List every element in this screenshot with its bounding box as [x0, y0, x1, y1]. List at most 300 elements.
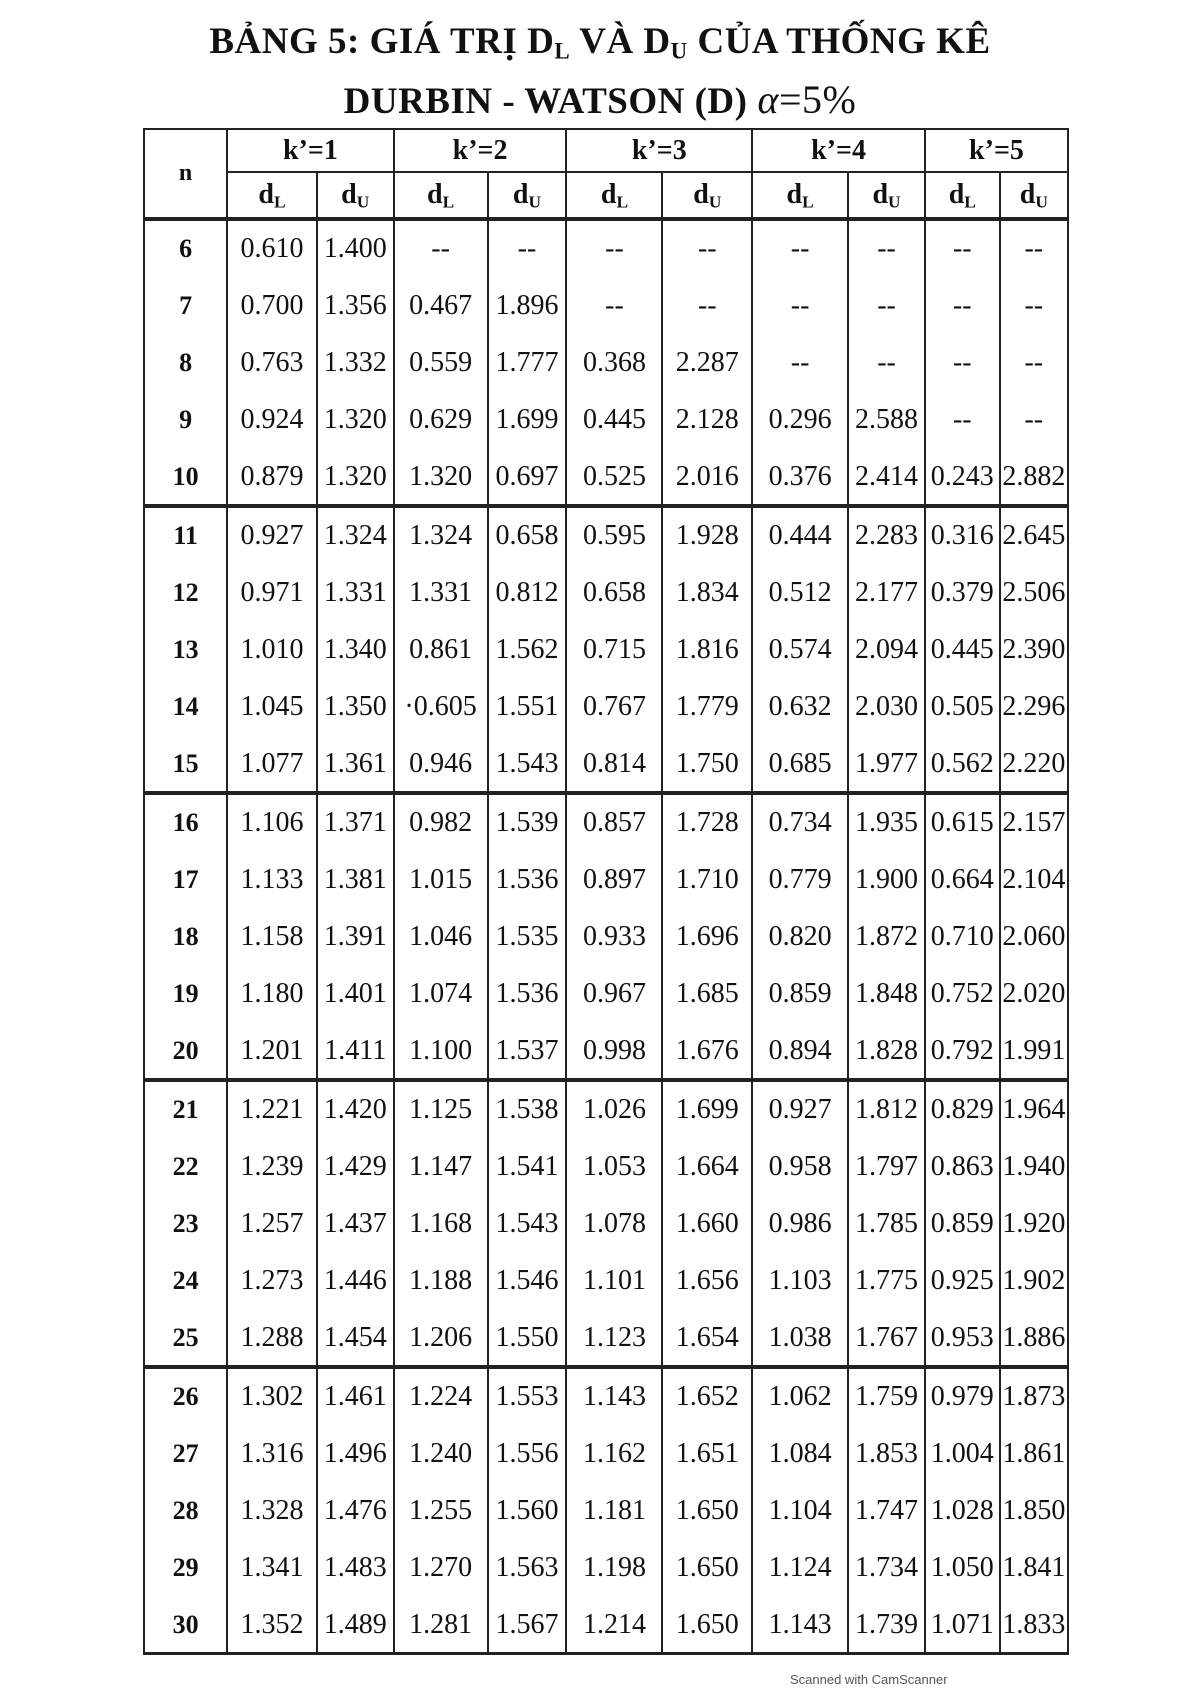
du-cell: 2.296	[1000, 678, 1068, 735]
dl-header-base: d	[258, 179, 274, 210]
dl-header-base: d	[600, 179, 617, 210]
dl-cell: 1.158	[227, 908, 317, 965]
du-cell: 1.562	[488, 621, 567, 678]
n-cell: 10	[144, 448, 227, 506]
du-cell: 1.553	[488, 1367, 567, 1425]
dl-cell: 1.324	[394, 506, 488, 564]
dl-cell: 0.767	[566, 678, 662, 735]
table-row	[144, 1252, 1068, 1309]
n-cell: 14	[144, 678, 227, 735]
dl-cell: 1.133	[227, 851, 317, 908]
du-cell: 1.543	[488, 735, 567, 793]
dl-header-subscript: L	[274, 192, 286, 212]
du-cell: 1.551	[488, 678, 567, 735]
du-cell: 1.356	[317, 277, 394, 334]
dl-cell: 0.379	[925, 564, 1000, 621]
du-cell: 1.779	[662, 678, 752, 735]
du-cell: 1.991	[1000, 1022, 1068, 1080]
table-row	[144, 1539, 1068, 1596]
du-header-subscript: U	[356, 192, 370, 212]
du-cell: 1.739	[848, 1596, 925, 1654]
du-cell: 2.157	[1000, 793, 1068, 851]
du-header-base: d	[512, 179, 529, 210]
dl-cell: 0.505	[925, 678, 1000, 735]
du-cell: 1.853	[848, 1425, 925, 1482]
du-cell: 1.556	[488, 1425, 567, 1482]
dl-cell: 1.288	[227, 1309, 317, 1367]
title-mid: VÀ D	[570, 21, 671, 62]
dl-cell: 1.201	[227, 1022, 317, 1080]
table-row	[144, 219, 1068, 277]
du-cell: 2.030	[848, 678, 925, 735]
du-cell: 1.928	[662, 506, 752, 564]
du-cell: 1.767	[848, 1309, 925, 1367]
du-cell: 2.104	[1000, 851, 1068, 908]
du-cell: 1.841	[1000, 1539, 1068, 1596]
table-row	[144, 277, 1068, 334]
du-cell: 1.977	[848, 735, 925, 793]
du-cell: 1.536	[488, 965, 567, 1022]
dl-cell: 0.734	[752, 793, 848, 851]
du-cell: 1.848	[848, 965, 925, 1022]
dl-cell: 1.100	[394, 1022, 488, 1080]
dl-cell: 1.084	[752, 1425, 848, 1482]
du-cell: 2.390	[1000, 621, 1068, 678]
dl-cell: 1.316	[227, 1425, 317, 1482]
n-cell: 18	[144, 908, 227, 965]
du-cell: 1.656	[662, 1252, 752, 1309]
n-cell: 23	[144, 1195, 227, 1252]
dl-cell: 1.074	[394, 965, 488, 1022]
title-prefix: BẢNG 5: GIÁ TRỊ D	[209, 21, 555, 62]
du-cell: 1.834	[662, 564, 752, 621]
dl-header-k3	[566, 172, 662, 219]
du-cell: 1.563	[488, 1539, 567, 1596]
dl-cell: 1.341	[227, 1539, 317, 1596]
dl-cell: 0.859	[925, 1195, 1000, 1252]
n-cell: 21	[144, 1080, 227, 1138]
table-row	[144, 908, 1068, 965]
dl-header-subscript: L	[616, 192, 629, 212]
du-cell: 1.320	[317, 391, 394, 448]
du-cell: 2.094	[848, 621, 925, 678]
du-header-subscript: U	[888, 192, 901, 212]
dl-cell: 1.239	[227, 1138, 317, 1195]
dl-cell: 1.198	[566, 1539, 662, 1596]
du-cell: 1.747	[848, 1482, 925, 1539]
dl-cell: 1.270	[394, 1539, 488, 1596]
du-cell: --	[1000, 391, 1068, 448]
du-cell: --	[848, 334, 925, 391]
du-cell: 2.506	[1000, 564, 1068, 621]
dl-cell: 0.316	[925, 506, 1000, 564]
dl-cell: 1.104	[752, 1482, 848, 1539]
dl-cell: 1.206	[394, 1309, 488, 1367]
du-cell: 1.350	[317, 678, 394, 735]
dl-cell: 0.595	[566, 506, 662, 564]
du-cell: --	[848, 277, 925, 334]
n-cell: 25	[144, 1309, 227, 1367]
dl-cell: 0.615	[925, 793, 1000, 851]
du-cell: 1.461	[317, 1367, 394, 1425]
table-row	[144, 1022, 1068, 1080]
n-column-header: n	[144, 129, 227, 219]
dl-cell: --	[566, 219, 662, 277]
du-cell: 1.496	[317, 1425, 394, 1482]
dl-header-k2	[394, 172, 488, 219]
dl-header-k5	[925, 172, 1000, 219]
title-significance-level: 5%	[802, 77, 857, 122]
dl-cell: 1.015	[394, 851, 488, 908]
n-cell: 22	[144, 1138, 227, 1195]
dl-cell: 0.829	[925, 1080, 1000, 1138]
dl-cell: 1.038	[752, 1309, 848, 1367]
title-suffix: CỦA THỐNG KÊ	[687, 21, 991, 62]
du-header-k4	[848, 172, 925, 219]
dl-cell: 1.077	[227, 735, 317, 793]
du-cell: 1.699	[488, 391, 567, 448]
du-cell: 1.685	[662, 965, 752, 1022]
dl-cell: 0.685	[752, 735, 848, 793]
du-cell: 1.537	[488, 1022, 567, 1080]
du-cell: 1.420	[317, 1080, 394, 1138]
dl-cell: 0.467	[394, 277, 488, 334]
n-cell: 11	[144, 506, 227, 564]
du-cell: 1.454	[317, 1309, 394, 1367]
n-cell: 19	[144, 965, 227, 1022]
n-cell: 30	[144, 1596, 227, 1654]
dl-cell: 1.123	[566, 1309, 662, 1367]
dl-header-k1	[227, 172, 317, 219]
du-cell: 1.650	[662, 1482, 752, 1539]
du-header-subscript: U	[1035, 192, 1048, 212]
dl-header-subscript: L	[802, 192, 814, 212]
table-row	[144, 448, 1068, 506]
k-header-3: k’=3	[566, 129, 752, 172]
du-cell: 1.331	[317, 564, 394, 621]
dl-cell: 0.953	[925, 1309, 1000, 1367]
title-alpha-symbol: α	[757, 77, 779, 122]
du-cell: 1.429	[317, 1138, 394, 1195]
du-cell: 2.283	[848, 506, 925, 564]
title-equals: =	[778, 77, 803, 122]
dl-cell: 1.281	[394, 1596, 488, 1654]
du-cell: 1.391	[317, 908, 394, 965]
durbin-watson-table	[143, 128, 1069, 1655]
dl-cell: 1.050	[925, 1539, 1000, 1596]
du-cell: 1.816	[662, 621, 752, 678]
du-header-subscript: U	[708, 192, 722, 212]
dl-cell: 0.894	[752, 1022, 848, 1080]
du-cell: 1.476	[317, 1482, 394, 1539]
du-cell: 1.728	[662, 793, 752, 851]
dl-cell: 0.763	[227, 334, 317, 391]
table-row	[144, 506, 1068, 564]
dl-cell: 1.101	[566, 1252, 662, 1309]
dl-cell: 0.967	[566, 965, 662, 1022]
du-cell: 2.588	[848, 391, 925, 448]
du-cell: --	[488, 219, 567, 277]
dl-cell: 0.368	[566, 334, 662, 391]
dl-cell: 1.028	[925, 1482, 1000, 1539]
n-cell: 20	[144, 1022, 227, 1080]
du-cell: 1.567	[488, 1596, 567, 1654]
du-cell: 1.543	[488, 1195, 567, 1252]
k-header-1: k’=1	[227, 129, 393, 172]
table-row	[144, 1367, 1068, 1425]
du-cell: 1.920	[1000, 1195, 1068, 1252]
dl-cell: 1.125	[394, 1080, 488, 1138]
dl-cell: 1.352	[227, 1596, 317, 1654]
dl-cell: 1.062	[752, 1367, 848, 1425]
dl-cell: 1.078	[566, 1195, 662, 1252]
dl-header-subscript: L	[442, 192, 455, 212]
dl-cell: 1.255	[394, 1482, 488, 1539]
table-row	[144, 621, 1068, 678]
n-cell: 16	[144, 793, 227, 851]
title-durbin-watson: DURBIN - WATSON (D)	[343, 81, 748, 122]
du-cell: 1.759	[848, 1367, 925, 1425]
dl-cell: 1.071	[925, 1596, 1000, 1654]
dl-cell: 1.147	[394, 1138, 488, 1195]
du-header-k5	[1000, 172, 1068, 219]
dl-cell: 0.897	[566, 851, 662, 908]
du-cell: 1.861	[1000, 1425, 1068, 1482]
dl-cell: 1.010	[227, 621, 317, 678]
du-cell: 1.483	[317, 1539, 394, 1596]
du-cell: 1.651	[662, 1425, 752, 1482]
dl-cell: 0.632	[752, 678, 848, 735]
k-header-2: k’=2	[394, 129, 567, 172]
dl-cell: 0.998	[566, 1022, 662, 1080]
du-cell: 1.812	[848, 1080, 925, 1138]
du-cell: 1.710	[662, 851, 752, 908]
dl-cell: 0.982	[394, 793, 488, 851]
du-cell: 0.658	[488, 506, 567, 564]
du-cell: 1.401	[317, 965, 394, 1022]
table-row	[144, 1309, 1068, 1367]
dl-cell: 0.859	[752, 965, 848, 1022]
n-cell: 29	[144, 1539, 227, 1596]
dl-cell: 0.296	[752, 391, 848, 448]
du-cell: 1.664	[662, 1138, 752, 1195]
n-cell: 7	[144, 277, 227, 334]
dl-cell: 0.610	[227, 219, 317, 277]
dl-cell: 0.971	[227, 564, 317, 621]
dl-cell: 0.629	[394, 391, 488, 448]
du-cell: 1.935	[848, 793, 925, 851]
title-sub-l: L	[554, 38, 571, 64]
dl-cell: 1.143	[566, 1367, 662, 1425]
du-cell: 1.536	[488, 851, 567, 908]
du-cell: 1.381	[317, 851, 394, 908]
dl-cell: 1.004	[925, 1425, 1000, 1482]
table-title-line-2	[0, 76, 1200, 123]
table-row	[144, 1195, 1068, 1252]
du-cell: 1.538	[488, 1080, 567, 1138]
table-row	[144, 334, 1068, 391]
table-row	[144, 735, 1068, 793]
dl-cell: 0.752	[925, 965, 1000, 1022]
dl-cell: 1.188	[394, 1252, 488, 1309]
table-row	[144, 391, 1068, 448]
table-row	[144, 1425, 1068, 1482]
du-cell: 2.020	[1000, 965, 1068, 1022]
du-cell: 1.750	[662, 735, 752, 793]
du-cell: 2.414	[848, 448, 925, 506]
du-header-base: d	[872, 179, 889, 210]
dl-cell: 0.792	[925, 1022, 1000, 1080]
du-cell: 1.371	[317, 793, 394, 851]
dl-cell: ·0.605	[394, 678, 488, 735]
dl-cell: --	[925, 219, 1000, 277]
dl-cell: 0.927	[227, 506, 317, 564]
du-cell: 1.650	[662, 1596, 752, 1654]
dl-cell: 0.861	[394, 621, 488, 678]
dl-cell: 0.958	[752, 1138, 848, 1195]
du-cell: 1.546	[488, 1252, 567, 1309]
dl-cell: 0.814	[566, 735, 662, 793]
du-cell: 0.697	[488, 448, 567, 506]
dl-cell: 0.946	[394, 735, 488, 793]
dl-cell: 0.445	[566, 391, 662, 448]
dl-cell: 0.562	[925, 735, 1000, 793]
n-cell: 9	[144, 391, 227, 448]
dl-cell: 0.525	[566, 448, 662, 506]
du-header-k2	[488, 172, 567, 219]
du-cell: 1.446	[317, 1252, 394, 1309]
n-cell: 27	[144, 1425, 227, 1482]
dl-cell: 0.512	[752, 564, 848, 621]
n-cell: 15	[144, 735, 227, 793]
dl-cell: 0.979	[925, 1367, 1000, 1425]
header-row-k	[144, 129, 1068, 172]
du-cell: 2.177	[848, 564, 925, 621]
dl-cell: 0.243	[925, 448, 1000, 506]
du-cell: 2.220	[1000, 735, 1068, 793]
dl-cell: 0.664	[925, 851, 1000, 908]
dl-cell: 1.045	[227, 678, 317, 735]
du-cell: --	[662, 277, 752, 334]
dl-cell: 0.445	[925, 621, 1000, 678]
n-cell: 28	[144, 1482, 227, 1539]
du-cell: 1.400	[317, 219, 394, 277]
dl-cell: --	[566, 277, 662, 334]
dl-cell: 1.257	[227, 1195, 317, 1252]
du-cell: 1.872	[848, 908, 925, 965]
du-cell: 2.016	[662, 448, 752, 506]
du-cell: --	[662, 219, 752, 277]
du-cell: 1.964	[1000, 1080, 1068, 1138]
dl-cell: 1.103	[752, 1252, 848, 1309]
table-row	[144, 1138, 1068, 1195]
du-cell: 1.324	[317, 506, 394, 564]
du-cell: 2.287	[662, 334, 752, 391]
dl-header-base: d	[426, 179, 443, 210]
dl-cell: 0.986	[752, 1195, 848, 1252]
n-cell: 12	[144, 564, 227, 621]
dl-cell: 0.820	[752, 908, 848, 965]
dl-cell: 1.124	[752, 1539, 848, 1596]
du-cell: 1.550	[488, 1309, 567, 1367]
du-cell: 1.332	[317, 334, 394, 391]
dl-cell: 1.180	[227, 965, 317, 1022]
dl-header-subscript: L	[964, 192, 976, 212]
dl-cell: --	[925, 391, 1000, 448]
du-header-k1	[317, 172, 394, 219]
du-header-subscript: U	[528, 192, 542, 212]
du-cell: 1.539	[488, 793, 567, 851]
du-header-base: d	[693, 179, 709, 210]
dl-cell: 1.221	[227, 1080, 317, 1138]
dl-cell: 0.863	[925, 1138, 1000, 1195]
dl-cell: 1.302	[227, 1367, 317, 1425]
header-row-d	[144, 172, 1068, 219]
du-cell: 2.882	[1000, 448, 1068, 506]
title-sub-u: U	[670, 38, 688, 64]
dl-cell: 0.857	[566, 793, 662, 851]
n-cell: 8	[144, 334, 227, 391]
du-cell: 1.775	[848, 1252, 925, 1309]
dl-cell: 0.715	[566, 621, 662, 678]
du-cell: 1.850	[1000, 1482, 1068, 1539]
du-cell: 1.833	[1000, 1596, 1068, 1654]
du-cell: --	[1000, 277, 1068, 334]
du-cell: --	[1000, 219, 1068, 277]
dl-cell: 1.106	[227, 793, 317, 851]
dl-cell: 1.240	[394, 1425, 488, 1482]
table-row	[144, 678, 1068, 735]
du-cell: 1.489	[317, 1596, 394, 1654]
table-row	[144, 1482, 1068, 1539]
dl-cell: 1.328	[227, 1482, 317, 1539]
du-cell: 1.560	[488, 1482, 567, 1539]
du-cell: 1.535	[488, 908, 567, 965]
du-header-base: d	[1019, 179, 1036, 210]
du-cell: 1.361	[317, 735, 394, 793]
du-cell: 1.660	[662, 1195, 752, 1252]
du-cell: 1.940	[1000, 1138, 1068, 1195]
dl-cell: 1.331	[394, 564, 488, 621]
du-cell: 2.128	[662, 391, 752, 448]
du-cell: 1.886	[1000, 1309, 1068, 1367]
dl-cell: --	[752, 277, 848, 334]
du-cell: --	[848, 219, 925, 277]
dl-header-k4	[752, 172, 848, 219]
dl-cell: 0.559	[394, 334, 488, 391]
table-row	[144, 1596, 1068, 1654]
n-cell: 26	[144, 1367, 227, 1425]
dl-cell: 1.168	[394, 1195, 488, 1252]
du-cell: 1.654	[662, 1309, 752, 1367]
dl-cell: 1.162	[566, 1425, 662, 1482]
du-cell: 1.828	[848, 1022, 925, 1080]
dl-cell: 1.214	[566, 1596, 662, 1654]
dl-cell: 0.700	[227, 277, 317, 334]
table-title-line-1	[0, 20, 1200, 63]
dl-cell: 0.933	[566, 908, 662, 965]
dl-cell: 0.925	[925, 1252, 1000, 1309]
table-row	[144, 1080, 1068, 1138]
du-cell: 2.060	[1000, 908, 1068, 965]
du-cell: 1.320	[317, 448, 394, 506]
du-cell: --	[1000, 334, 1068, 391]
du-cell: 1.873	[1000, 1367, 1068, 1425]
dl-cell: 0.444	[752, 506, 848, 564]
table-row	[144, 793, 1068, 851]
dl-cell: --	[925, 334, 1000, 391]
dl-cell: 1.320	[394, 448, 488, 506]
